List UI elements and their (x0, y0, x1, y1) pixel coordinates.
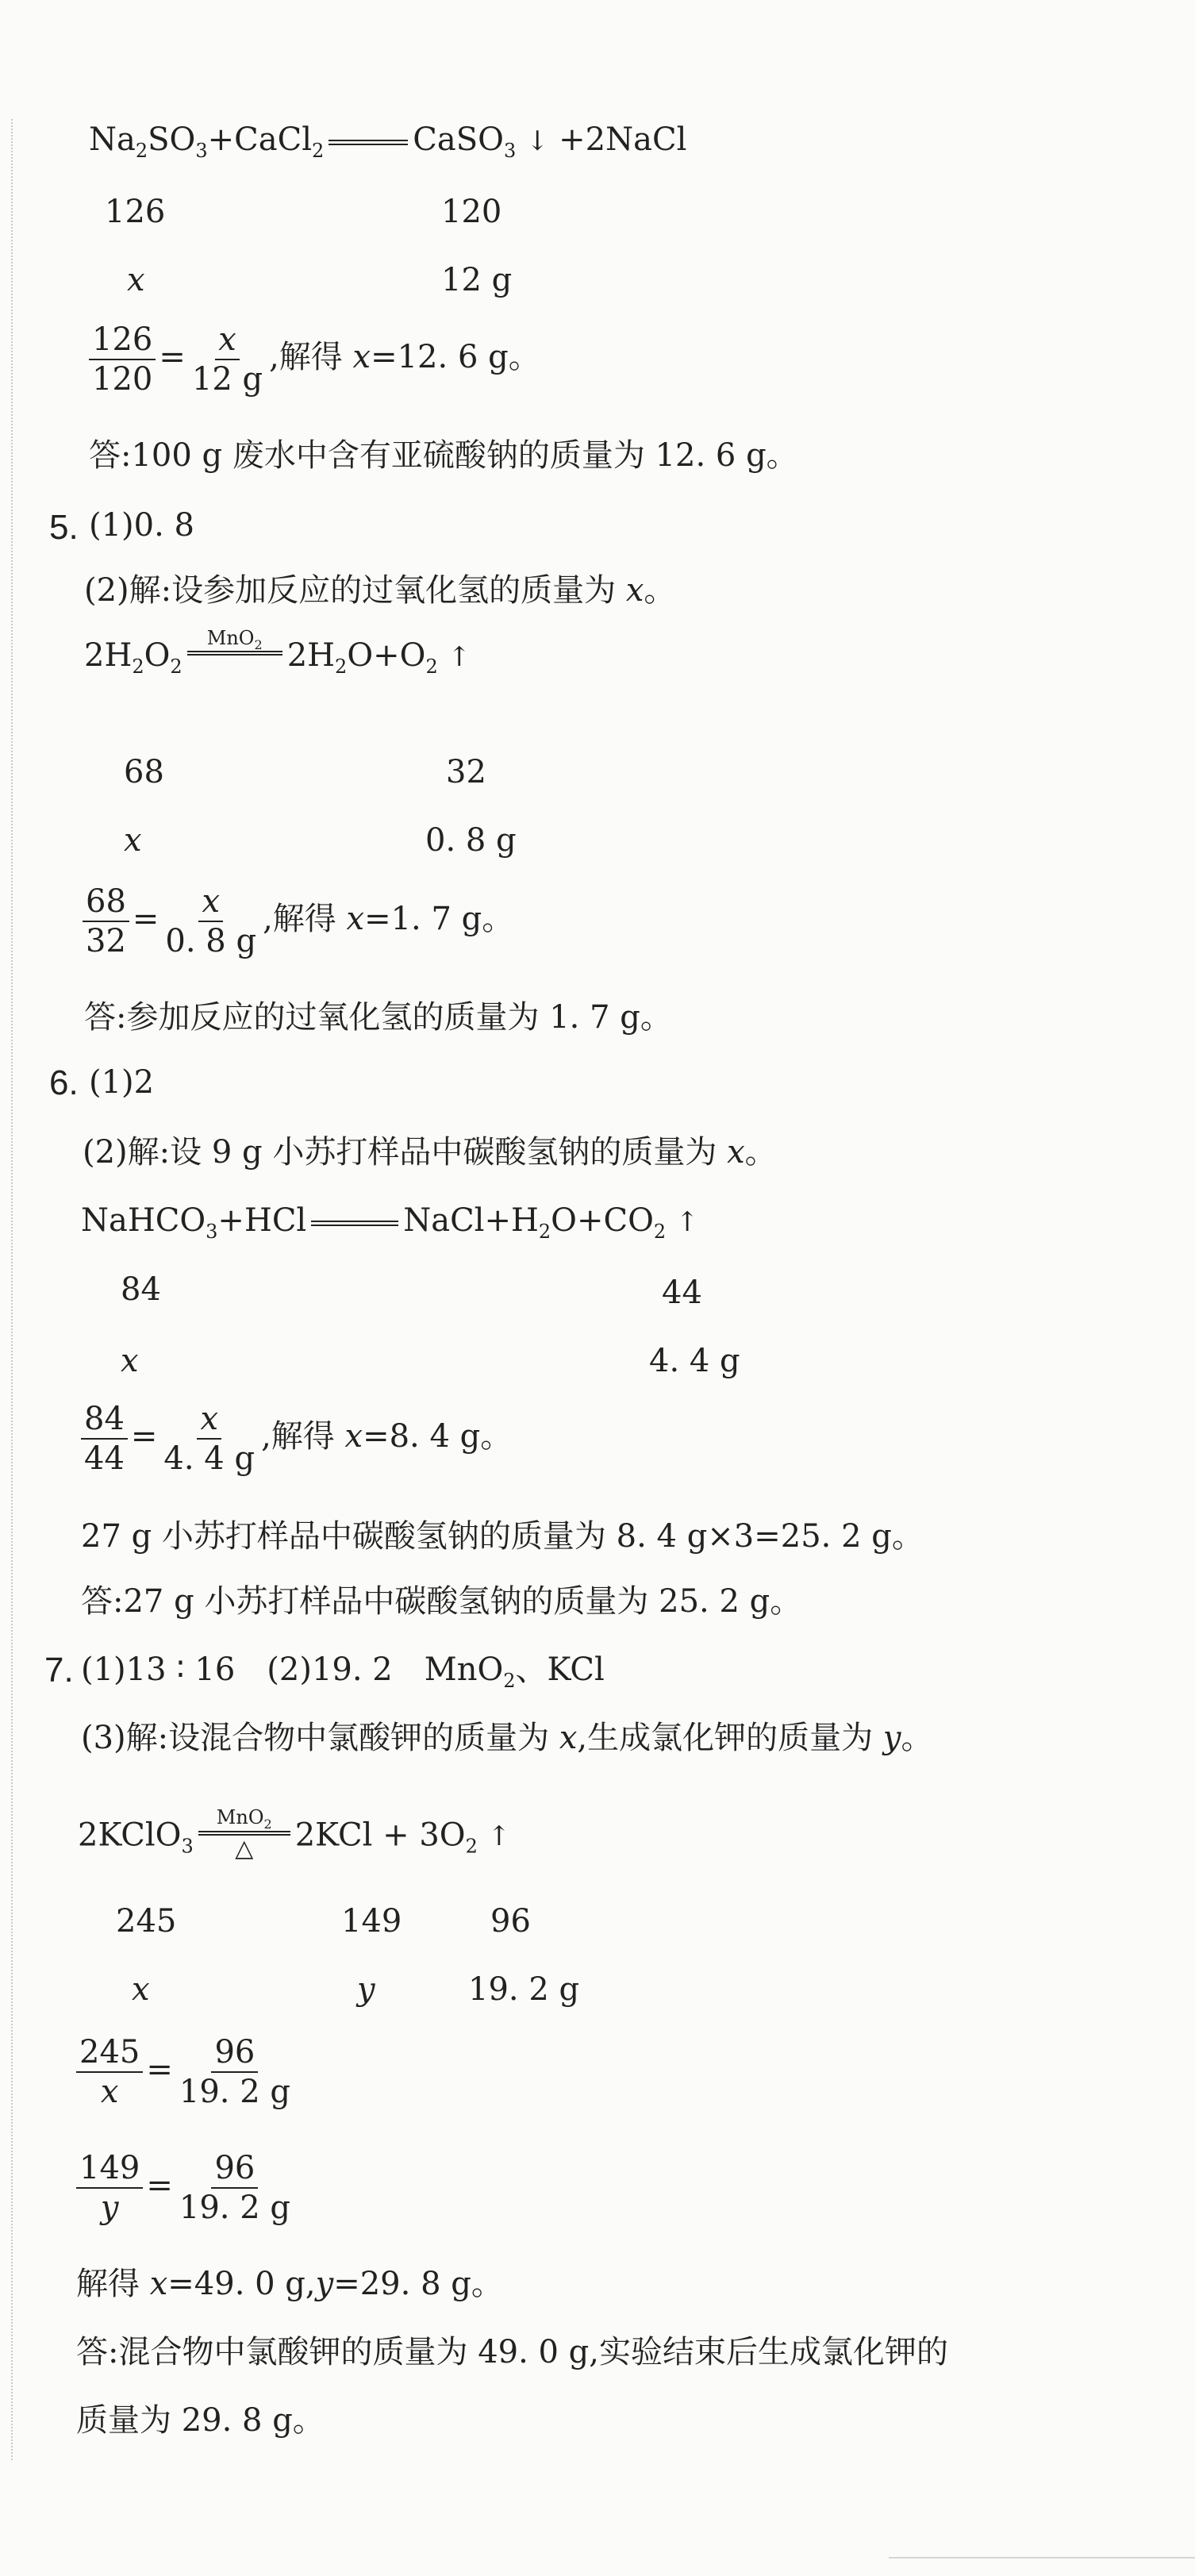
q5-answer: 答:参加反应的过氧化氢的质量为 1. 7 g。 (84, 999, 672, 1036)
q4-equation: $Na_2SO_3+CaCl_2$ CaSO$_3$ ↓ +2NaCl (89, 121, 687, 162)
q7-answer-line1: 答:混合物中氯酸钾的质量为 49. 0 g,实验结束后生成氯化钾的 (76, 2334, 949, 2370)
q6-mass-1: 84 (121, 1271, 161, 1308)
q6-part2: (2)解:设 9 g 小苏打样品中碳酸氢钠的质量为 x。 (83, 1134, 777, 1171)
q7-var-x: x (132, 1971, 150, 2008)
q5-mass-1: 68 (124, 754, 164, 790)
margin-dotted-line (11, 119, 13, 2460)
q5-ratio: $\frac{68}{32}$ = $\frac{x}{0. 8 g}$ ,解得 x=1. 7 g。 (79, 886, 513, 957)
down-arrow-icon: ↓ (525, 125, 549, 157)
q7-ratio-1: $\frac{245}{x}$ = $\frac{96}{19. 2 g}$ (73, 2036, 297, 2108)
q5-part1: (1)0. 8 (89, 507, 194, 544)
q7-mass-1: 245 (116, 1903, 177, 1940)
q6-var-1: x (121, 1343, 139, 1379)
q7-mass-2: 149 (341, 1903, 402, 1940)
q7-solve: 解得 x=49. 0 g,y=29. 8 g。 (76, 2266, 503, 2302)
q4-answer: 答:100 g 废水中含有亚硫酸钠的质量为 12. 6 g。 (89, 437, 798, 474)
q7-part12: (1)13 ∶ 16 (2)19. 2 MnO$_2$、KCl (81, 1651, 605, 1692)
q6-mass-2: 44 (662, 1275, 702, 1311)
q7-var-y: y (357, 1971, 375, 2008)
q6-line-27g: 27 g 小苏打样品中碳酸氢钠的质量为 8. 4 g×3=25. 2 g。 (81, 1518, 924, 1555)
q5-var-1: x (124, 822, 142, 859)
up-arrow-icon: ↑ (487, 1821, 511, 1853)
q5-part2: (2)解:设参加反应的过氧化氢的质量为 x。 (84, 572, 676, 609)
up-arrow-icon: ↑ (448, 641, 471, 673)
q7-mass-3: 96 (490, 1903, 531, 1940)
q7-ratio-2: $\frac{149}{y}$ = $\frac{96}{19. 2 g}$ (73, 2152, 297, 2224)
q6-number: 6. (49, 1063, 79, 1102)
q4-var-1: x (127, 262, 145, 298)
q7-number: 7. (44, 1651, 74, 1690)
q4-mass-1: 126 (105, 194, 166, 230)
q6-equation: NaHCO$_3$+HCl $NaCl+H_2O+CO_2$ ↑ (81, 1202, 699, 1243)
q4-ratio: $\frac{126}{120}$ = $\frac{x}{12 g}$ ,解得 x=12. 6 g。 (86, 324, 540, 395)
q7-part3: (3)解:设混合物中氯酸钾的质量为 x,生成氯化钾的质量为 y。 (81, 1720, 933, 1756)
up-arrow-icon: ↑ (675, 1206, 699, 1238)
q6-val-2: 4. 4 g (649, 1343, 740, 1379)
q5-equation: $2H_2O_2$ MnO$_2$ $2H_2O+O_2$ ↑ (84, 626, 471, 678)
q5-number: 5. (49, 508, 79, 547)
q6-part1: (1)2 (89, 1064, 155, 1101)
q7-answer-line2: 质量为 29. 8 g。 (76, 2402, 325, 2439)
q5-mass-2: 32 (446, 754, 486, 790)
q7-val-3: 19. 2 g (468, 1971, 580, 2008)
q6-ratio: $\frac{84}{44}$ = $\frac{x}{4. 4 g}$ ,解得 x=8. 4 g。 (78, 1403, 512, 1474)
q5-val-2: 0. 8 g (425, 822, 517, 859)
q4-val-2: 12 g (441, 262, 513, 298)
footer-rule (889, 2557, 1195, 2559)
q7-equation: 2KClO$_3$ MnO$_2$ △ $2KCl + 3O_2$ ↑ (78, 1806, 511, 1863)
q6-answer: 答:27 g 小苏打样品中碳酸氢钠的质量为 25. 2 g。 (81, 1583, 802, 1620)
heat-triangle-icon: △ (235, 1834, 254, 1863)
q4-mass-2: 120 (441, 194, 502, 230)
